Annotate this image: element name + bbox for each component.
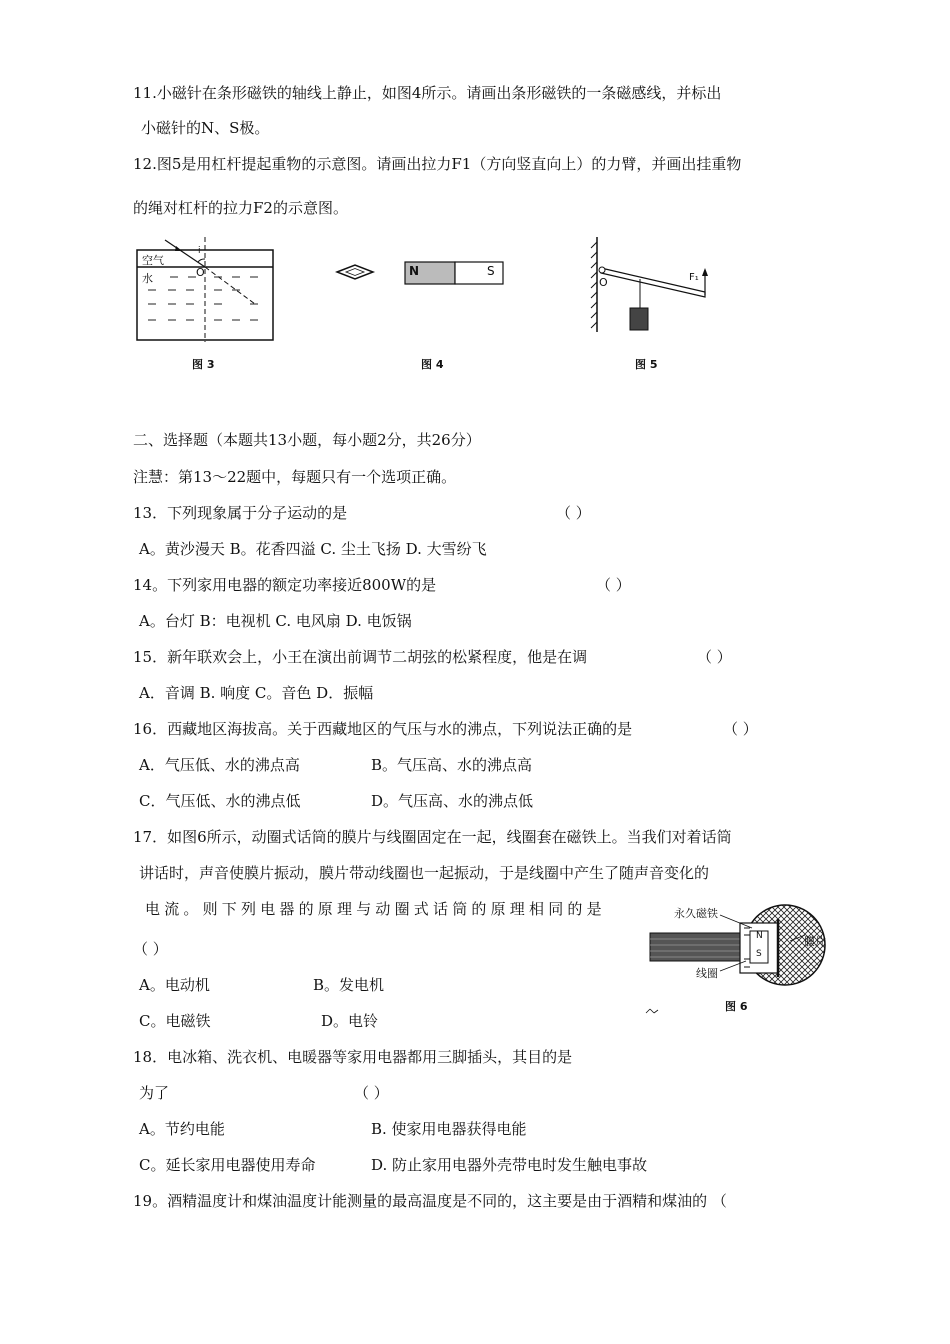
q13-answer-paren: （ ） bbox=[556, 504, 591, 522]
q17-option-b: B。发电机 bbox=[313, 976, 385, 994]
q15-answer-paren: （ ） bbox=[697, 648, 732, 666]
q16-option-c: C．气压低、水的沸点低 bbox=[139, 792, 301, 810]
magnet-s-pole bbox=[455, 262, 503, 284]
q16-stem: 16．西藏地区海拔高。关于西藏地区的气压与水的沸点，下列说法正确的是 bbox=[133, 720, 633, 738]
fig6-s-label: S bbox=[756, 949, 762, 959]
q18-option-d: D. 防止家用电器外壳带电时发生触电事故 bbox=[371, 1156, 648, 1174]
q16-option-b: B。气压高、水的沸点高 bbox=[371, 756, 533, 774]
q17-option-a: A。电动机 bbox=[139, 976, 210, 994]
q14-options: A。台灯 B：电视机 C. 电风扇 D. 电饭锅 bbox=[139, 612, 412, 630]
q11-line2: 小磁针的N、S极。 bbox=[141, 119, 270, 137]
q19-line1: 19。酒精温度计和煤油温度计能测量的最高温度是不同的，这主要是由于酒精和煤油的 （ bbox=[133, 1192, 727, 1210]
q18-option-a: A。节约电能 bbox=[139, 1120, 225, 1138]
q15-stem: 15．新年联欢会上，小王在演出前调节二胡弦的松紧程度，他是在调 bbox=[133, 648, 588, 666]
q12-line2: 的绳对杠杆的拉力F2的示意图。 bbox=[133, 199, 348, 217]
fig4-caption: 图 4 bbox=[421, 358, 444, 371]
fig4-n-label: N bbox=[409, 264, 420, 278]
fig5-o-label: O bbox=[599, 276, 608, 289]
figure-3 bbox=[130, 232, 280, 380]
section2-title: 二、选择题（本题共13小题，每小题2分，共26分） bbox=[133, 431, 481, 449]
figure-5 bbox=[585, 232, 725, 380]
q17-option-d: D。电铃 bbox=[321, 1012, 379, 1030]
q18-option-b: B. 使家用电器获得电能 bbox=[371, 1120, 527, 1138]
q12-line1: 12.图5是用杠杆提起重物的示意图。请画出拉力F1（方向竖直向上）的力臂，并画出挂重物 bbox=[133, 155, 742, 173]
q13-stem: 13．下列现象属于分子运动的是 bbox=[133, 504, 348, 522]
q18-answer-paren: （ ） bbox=[354, 1084, 389, 1102]
q17-line2: 讲话时，声音使膜片振动，膜片带动线圈也一起振动，于是线圈中产生了随声音变化的 bbox=[139, 864, 710, 882]
fig3-air-label: 空气 bbox=[142, 254, 164, 267]
fig3-o-label: O bbox=[196, 266, 205, 279]
fig4-s-label: S bbox=[487, 264, 495, 278]
q14-stem: 14。下列家用电器的额定功率接近800W的是 bbox=[133, 576, 437, 594]
q17-option-c: C。电磁铁 bbox=[139, 1012, 211, 1030]
q13-options: A。黄沙漫天 B。花香四溢 C. 尘土飞扬 D. 大雪纷飞 bbox=[139, 540, 487, 558]
fig3-caption: 图 3 bbox=[192, 358, 215, 371]
figure-6 bbox=[640, 895, 835, 1025]
section2-note: 注慧：第13～22题中，每题只有一个选项正确。 bbox=[133, 468, 457, 486]
fig3-i-label: i bbox=[198, 246, 201, 256]
q18-line2: 为了 bbox=[139, 1084, 170, 1102]
q11-line1: 11.小磁针在条形磁铁的轴线上静止，如图4所示。请画出条形磁铁的一条磁感线，并标出 bbox=[133, 84, 722, 102]
q18-line1: 18．电冰箱、洗衣机、电暖器等家用电器都用三脚插头，其目的是 bbox=[133, 1048, 573, 1066]
fig6-caption: 图 6 bbox=[725, 1000, 748, 1013]
fig6-magnet-label: 永久磁铁 bbox=[674, 907, 718, 920]
fig6-coil-label: 线圈 bbox=[696, 967, 718, 980]
q15-options: A．音调 B. 响度 C。音色 D．振幅 bbox=[139, 684, 374, 702]
q17-answer-paren: （ ） bbox=[133, 940, 168, 958]
q17-line3: 电流。则下列电器的原理与动圈式话筒的原理相同的是 bbox=[145, 900, 606, 918]
q18-option-c: C。延长家用电器使用寿命 bbox=[139, 1156, 316, 1174]
q16-answer-paren: （ ） bbox=[723, 720, 758, 738]
q16-option-d: D。气压高、水的沸点低 bbox=[371, 792, 534, 810]
fig5-caption: 图 5 bbox=[635, 358, 658, 371]
q17-line1: 17．如图6所示，动圈式话筒的膜片与线圈固定在一起，线圈套在磁铁上。当我们对着话筒 bbox=[133, 828, 732, 846]
fig5-f1-label: F₁ bbox=[689, 272, 699, 283]
figure-4 bbox=[335, 258, 515, 378]
fig6-n-label: N bbox=[756, 931, 763, 941]
compass-needle-icon bbox=[337, 265, 373, 279]
fig3-water-label: 水 bbox=[142, 272, 153, 285]
q16-option-a: A．气压低、水的沸点高 bbox=[139, 756, 300, 774]
fig6-membrane-label: 膜片 bbox=[804, 935, 826, 948]
q14-answer-paren: （ ） bbox=[596, 576, 631, 594]
